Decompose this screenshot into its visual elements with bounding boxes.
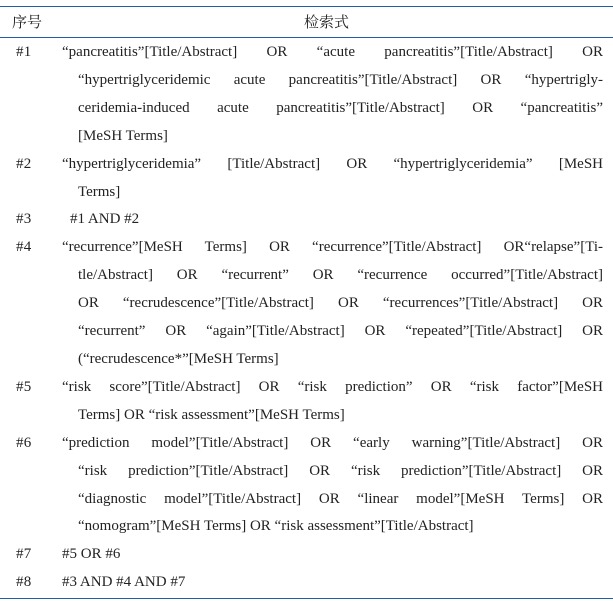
- row-query: [62, 430, 613, 542]
- query-line: “recurrent” OR “again”[Title/Abstract] OR “repeated”[Title/Abstract] OR: [78, 323, 603, 340]
- header-number: 序号: [12, 13, 43, 31]
- table-row: [0, 374, 613, 430]
- row-number: #2: [16, 155, 32, 172]
- table-row: [0, 151, 613, 207]
- table-row: [0, 39, 613, 151]
- query-line: “pancreatitis”[Title/Abstract] OR “acute pancreatitis”[Title/Abstract] OR: [62, 44, 603, 60]
- query-line: “hypertriglyceridemia” [Title/Abstract] OR “hypertriglyceridemia” [MeSH: [62, 155, 603, 172]
- query-line: #1 AND #2: [70, 211, 140, 228]
- table-body: [0, 39, 613, 597]
- table-header-rule: [0, 37, 613, 38]
- row-query: [62, 374, 613, 430]
- table-bottom-rule: [0, 598, 613, 599]
- row-number: #4: [16, 239, 32, 256]
- query-line: #5 OR #6: [62, 546, 121, 563]
- row-number: #7: [16, 546, 32, 563]
- row-number: #6: [16, 434, 32, 451]
- table-top-rule: [0, 6, 613, 7]
- query-line: [MeSH Terms]: [78, 127, 168, 144]
- query-line: “risk prediction”[Title/Abstract] OR “risk prediction”[Title/Abstract] OR: [78, 462, 603, 479]
- row-number: #5: [16, 378, 32, 395]
- row-query: [62, 151, 613, 207]
- row-number: #8: [16, 574, 32, 591]
- query-line: “nomogram”[MeSH Terms] OR “risk assessment”[Title/Abstract]: [78, 518, 474, 535]
- query-line: “prediction model”[Title/Abstract] OR “early warning”[Title/Abstract] OR: [62, 434, 603, 451]
- query-line: tle/Abstract] OR “recurrent” OR “recurrence occurred”[Title/Abstract]: [78, 267, 603, 284]
- header-query: 检索式: [303, 13, 349, 31]
- row-number: #3: [16, 211, 32, 228]
- query-line: “diagnostic model”[Title/Abstract] OR “linear model”[MeSH Terms] OR: [78, 490, 603, 507]
- query-line: #3 AND #4 AND #7: [62, 574, 186, 591]
- query-line: OR “recrudescence”[Title/Abstract] OR “recurrences”[Title/Abstract] OR: [78, 295, 603, 312]
- row-query: [62, 569, 613, 597]
- query-line: “risk score”[Title/Abstract] OR “risk prediction” OR “risk factor”[MeSH: [62, 378, 603, 395]
- table-row: [0, 206, 613, 234]
- row-query: [62, 206, 613, 234]
- table-row: [0, 541, 613, 569]
- row-query: [62, 541, 613, 569]
- query-line: Terms]: [78, 183, 121, 200]
- row-number: #1: [16, 44, 32, 60]
- query-line: ceridemia-induced acute pancreatitis”[Title/Abstract] OR “pancreatitis”: [78, 99, 603, 116]
- table-row: [0, 430, 613, 542]
- row-query: [62, 234, 613, 374]
- row-query: [62, 39, 613, 151]
- query-line: (“recrudescence*”[MeSH Terms]: [78, 350, 279, 367]
- query-line: Terms] OR “risk assessment”[MeSH Terms]: [78, 406, 345, 423]
- query-line: “hypertriglyceridemic acute pancreatitis”[Title/Abstract] OR “hypertrigly-: [78, 71, 603, 88]
- table-row: [0, 569, 613, 597]
- table-row: [0, 234, 613, 374]
- query-line: “recurrence”[MeSH Terms] OR “recurrence”[Title/Abstract] OR“relapse”[Ti-: [62, 239, 603, 256]
